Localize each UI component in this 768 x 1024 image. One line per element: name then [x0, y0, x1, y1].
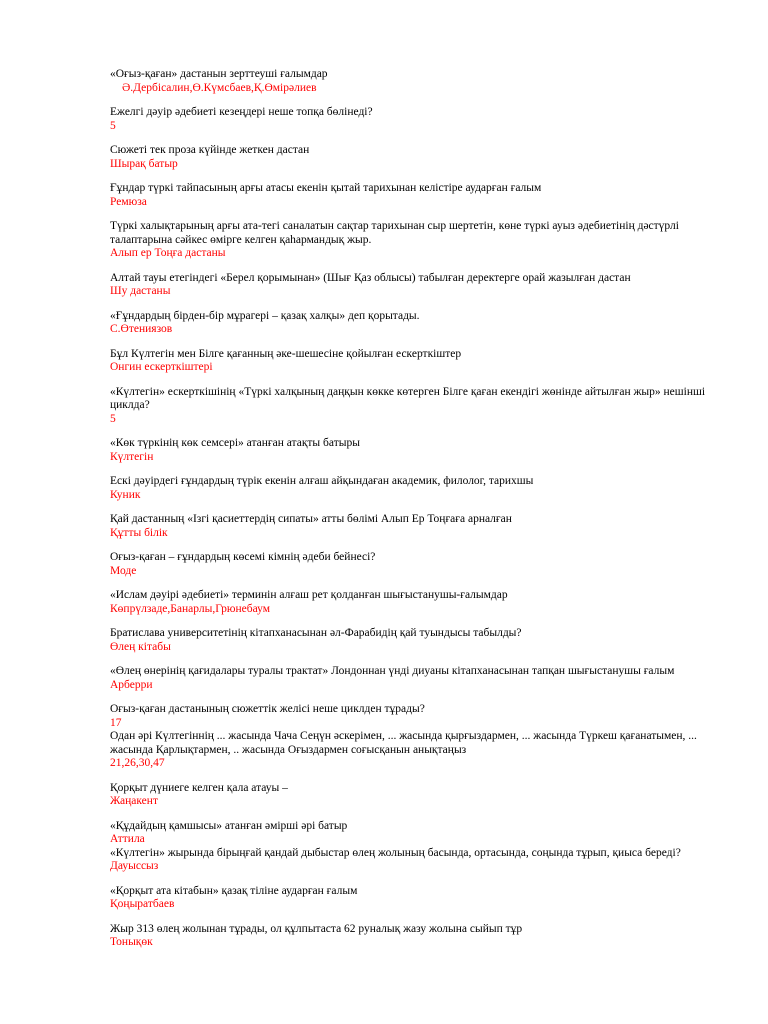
question-text: Қай дастанның «Ізгі қасиеттердің сипаты» атты бөлімі Алып Ер Тоңғаға арналған — [110, 513, 512, 525]
question-text: Братислава университетінің кітапханасынан әл-Фарабидің қай туындысы табылды? — [110, 627, 522, 639]
qa-item — [110, 144, 720, 171]
qa-item — [110, 923, 720, 950]
qa-item — [110, 551, 720, 578]
question-text: «Құдайдың қамшысы» атанған әмірші әрі батыр — [110, 819, 348, 832]
question-text: «Қорқыт ата кітабын» қазақ тіліне аударған ғалым — [110, 884, 358, 897]
qa-item — [110, 272, 720, 299]
question-text: Ғұндар түркі тайпасының арғы атасы екенін қытай тарихынан келістіре аударған ғалым — [110, 182, 542, 194]
answer-text: Құтты білік — [110, 526, 168, 539]
question-text: Оғыз-қаған дастанының сюжеттік желісі неше циклден тұрады? — [110, 703, 425, 715]
answer-text: Шу дастаны — [110, 285, 171, 297]
answer-text: Көпрүлзаде,Банарлы,Грюнебаум — [110, 602, 270, 615]
qa-item — [110, 220, 720, 261]
question-text: «Күлтегін» ескерткішінің «Түркі халқының даңқын көкке көтерген Білге қаған екендігі жөнінде айтылған жыр» нешінші циклда? — [110, 385, 706, 411]
question-text: «Оғыз-қаған» дастанын зерттеуші ғалымдар — [110, 68, 328, 80]
qa-item — [110, 310, 720, 337]
question-text: «Ғұндардың бірден-бір мұрагері – қазақ халқы» деп қорытады. — [110, 309, 420, 322]
qa-item — [110, 885, 720, 912]
answer-text: Онгин ескерткіштері — [110, 361, 213, 373]
answer-text: Ә.Дербісалин,Ө.Күмсбаев,Қ.Өмірәлиев — [122, 81, 317, 94]
qa-item — [110, 437, 720, 464]
qa-item — [110, 703, 720, 730]
qa-item — [110, 182, 720, 209]
question-text: «Көк түркінің көк семсері» атанған атақты батыры — [110, 437, 360, 449]
qa-item — [110, 730, 720, 771]
answer-text: Шырақ батыр — [110, 157, 178, 170]
qa-item — [110, 627, 720, 654]
answer-text: 17 — [110, 716, 122, 729]
answer-text: Жаңакент — [110, 795, 158, 807]
question-text: Бұл Күлтегін мен Білге қағанның әке-шешесіне қойылған ескерткіштер — [110, 347, 462, 360]
answer-text: Аттила — [110, 833, 145, 845]
qa-item — [110, 820, 720, 847]
qa-item — [110, 68, 720, 95]
answer-text: Алып ер Тоңға дастаны — [110, 247, 226, 259]
question-text: Алтай тауы етегіндегі «Берел қорымынан» (Шығ Қаз облысы) табылған деректерге орай жазылған дастан — [110, 271, 631, 284]
question-text: Сюжеті тек проза күйінде жеткен дастан — [110, 144, 310, 156]
answer-text: Арберри — [110, 678, 153, 691]
answer-text: Куник — [110, 488, 141, 501]
qa-item — [110, 847, 720, 874]
question-text: Одан әрі Күлтегіннің ... жасында Чача Сеңүн әскерімен, ... жасында қырғыздармен, ... жасында Түркеш қағанатымен, ... жасында Қарлықтармен, .. жасында Оғыздармен соғысқанын анықтаңыз — [110, 730, 697, 756]
qa-item — [110, 475, 720, 502]
qa-item — [110, 386, 720, 427]
question-text: Оғыз-қаған – ғұндардың көсемі кімнің әдеби бейнесі? — [110, 551, 376, 563]
qa-item — [110, 348, 720, 375]
answer-text: 5 — [110, 412, 116, 425]
document-page — [110, 68, 720, 950]
question-text: Ежелгі дәуір әдебиеті кезеңдері неше топқа бөлінеді? — [110, 106, 373, 118]
question-text: Жыр 313 өлең жолынан тұрады, ол құлпытаста 62 руналық жазу жолына сыйып тұр — [110, 922, 523, 935]
answer-text: Ремюза — [110, 195, 147, 208]
answer-text: 5 — [110, 119, 116, 132]
question-text: «Күлтегін» жырында бірыңғай қандай дыбыстар өлең жолының басында, ортасында, соңында тұрып, қиыса береді? — [110, 846, 681, 859]
answer-text: 21,26,30,47 — [110, 757, 165, 769]
question-text: «Ислам дәуірі әдебиеті» терминін алғаш рет қолданған шығыстанушы-ғалымдар — [110, 589, 508, 601]
answer-text: Тонықөк — [110, 936, 153, 948]
answer-text: Қоңыратбаев — [110, 898, 175, 910]
answer-text: Моде — [110, 564, 137, 577]
question-text: Түркі халықтарының арғы ата-тегі саналатын сақтар тарихынан сыр шертетін, көне түркі ауыз әдебиетінің дәстүрлі талаптарына сәйкес өмірге келген қаһармандық жыр. — [110, 220, 679, 246]
qa-item — [110, 782, 720, 809]
qa-item — [110, 665, 720, 692]
answer-text: Дауыссыз — [110, 860, 159, 872]
question-text: Қорқыт дүниеге келген қала атауы – — [110, 781, 288, 794]
answer-text: Күлтегін — [110, 450, 154, 463]
answer-text: С.Өтениязов — [110, 323, 173, 335]
qa-item — [110, 513, 720, 540]
question-text: Ескі дәуірдегі ғұндардың түрік екенін алғаш айқындаған академик, филолог, тарихшы — [110, 475, 534, 487]
qa-item — [110, 106, 720, 133]
question-text: «Өлең өнерінің қағидалары туралы трактат» Лондоннан үнді диуаны кітапханасынан тапқан шығыстанушы ғалым — [110, 665, 675, 677]
qa-item — [110, 589, 720, 616]
answer-text: Өлең кітабы — [110, 640, 171, 653]
